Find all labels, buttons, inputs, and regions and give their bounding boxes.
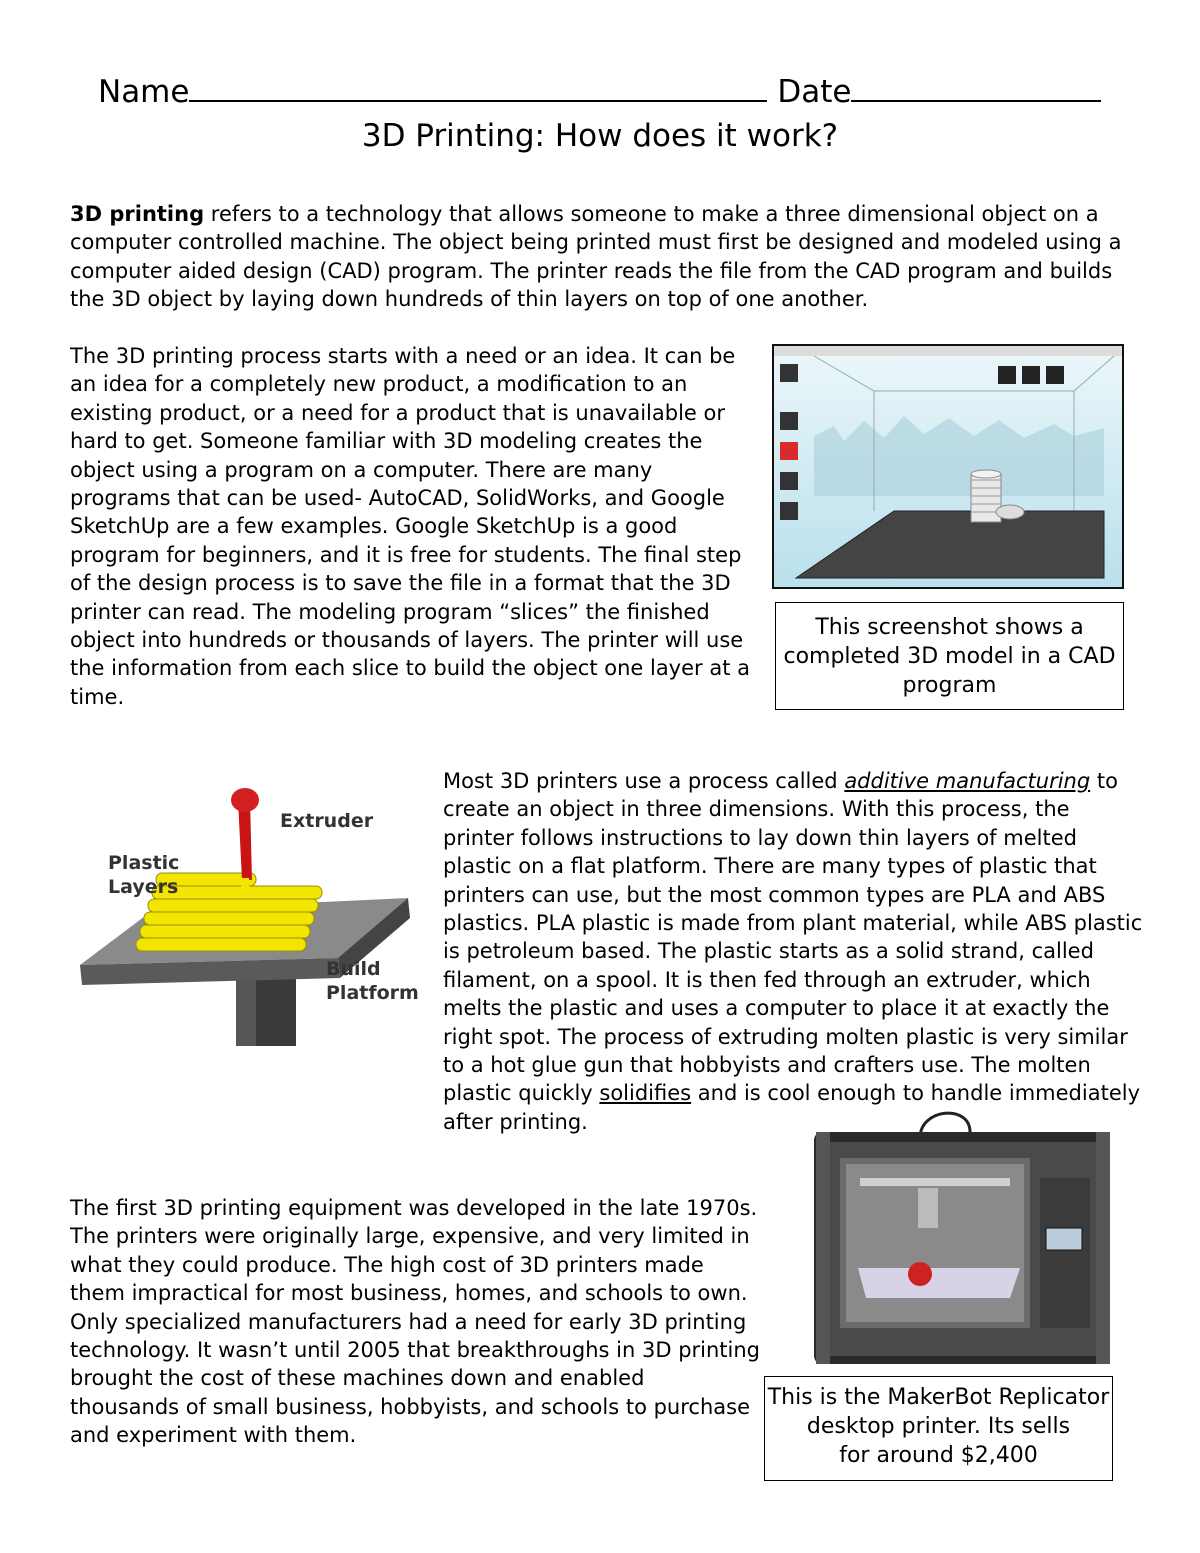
date-label: Date (777, 74, 852, 110)
label-build-1: Build (326, 958, 381, 980)
additive-text-middle: to create an object in three dimensions. With this process, the printer follows instructions to lay down thin layers of melted plastic on a flat platform. There are many types of plastic that printers can use, but the most common types are PLA and ABS plastics. PLA plastic is made from plant material, while ABS plastic is petroleum based. The plastic starts as a solid strand, called filament, on a spool. It is then fed through an extruder, which melts the plastic and uses a computer to place it at exactly the right spot. The process of extruding molten plastic is very similar to a hot glue gun that hobbyists and crafters use. The molten plastic quickly (443, 769, 1143, 1106)
cad-screenshot-graphic (774, 346, 1122, 587)
additive-text-before: Most 3D printers use a process called (443, 769, 845, 793)
intro-text: refers to a technology that allows someone to make a three dimensional object on a computer controlled machine. The object being printed must first be designed and modeled using a computer aided design (CAD) program. The printer reads the file from the CAD program and builds the 3D object by laying down hundreds of thin layers on top of one another. (70, 202, 1122, 312)
cad-screenshot (772, 344, 1124, 589)
printer-caption (764, 1376, 1113, 1481)
name-date-line (98, 72, 1108, 116)
name-label: Name (98, 74, 190, 110)
printer-caption-line-2: desktop printer. Its sells (806, 1414, 1071, 1439)
cad-caption: This screenshot shows a completed 3D model in a CAD program (775, 602, 1124, 710)
intro-paragraph (70, 200, 1130, 314)
history-paragraph: The first 3D printing equipment was developed in the late 1970s. The printers were originally large, expensive, and very limited in what they could produce. The high cost of 3D printers made them impractical for most business, homes, and schools to own. Only specialized manufacturers had a need for early 3D printing technology. It wasn’t until 2005 that breakthroughs in 3D printing brought the cost of these machines down and enabled thousands of small business, hobbyists, and schools to purchase and experiment with them. (70, 1196, 761, 1448)
label-plastic-2: Layers (108, 876, 179, 898)
label-plastic-1: Plastic (108, 852, 180, 874)
extruder-diagram (78, 780, 418, 1050)
date-blank[interactable] (851, 72, 1101, 102)
additive-paragraph (443, 767, 1143, 1136)
intro-term: 3D printing (70, 202, 205, 226)
name-blank[interactable] (189, 72, 767, 102)
printer-caption-line-3: for around $2,400 (839, 1443, 1038, 1468)
additive-term: additive manufacturing (844, 769, 1091, 793)
page-title: 3D Printing: How does it work? (361, 118, 839, 154)
printer-caption-line-1: This is the MakerBot Replicator (767, 1385, 1110, 1410)
makerbot-printer-graphic (810, 1108, 1118, 1370)
label-build-2: Platform (326, 982, 419, 1004)
makerbot-printer-image (810, 1108, 1118, 1370)
additive-text-after: and is cool enough to handle immediately after printing. (443, 1081, 1140, 1134)
solidifies-term: solidifies (599, 1081, 692, 1106)
label-extruder: Extruder (280, 810, 374, 832)
process-paragraph: The 3D printing process starts with a need or an idea. It can be an idea for a completely new product, a modification to an existing product, or a need for a product that is unavailable or hard to get. Someone familiar with 3D modeling creates the object using a program on a computer. There are many programs that can be used- AutoCAD, SolidWorks, and Google SketchUp are a few examples. Google SketchUp is a good program for beginners, and it is free for students. The final step of the design process is to save the file in a format that the 3D printer can read. The modeling program “slices” the finished object into hundreds or thousands of layers. The printer will use the information from each slice to build the object one layer at a time. (70, 344, 750, 709)
